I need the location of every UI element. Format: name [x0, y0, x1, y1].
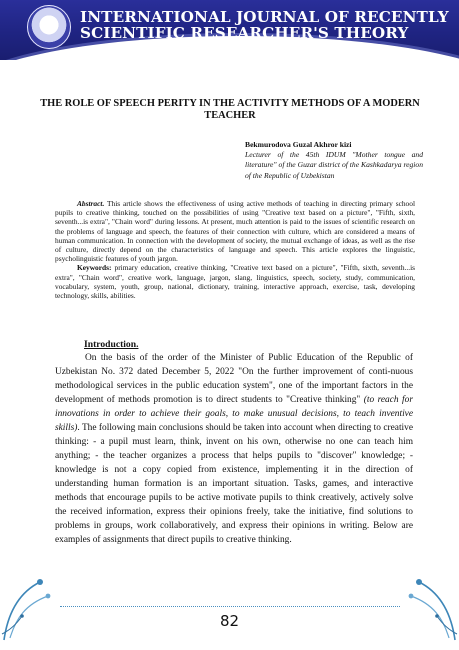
keywords-paragraph	[55, 263, 415, 300]
body-text-italic: (to reach for innovations in order to achieve their goals, to make unusual decisions, to teach inventive skills)	[55, 395, 413, 433]
corner-ornament-right	[399, 572, 459, 642]
abstract-label: Abstract.	[77, 199, 105, 208]
author-affiliation: Lecturer of the 45th IDUM "Mother tongue and literature" of the Guzar district of the Kashkadarya region of the Republic of Uzbekistan	[245, 150, 423, 180]
journal-logo-icon	[27, 5, 71, 49]
footer-divider	[60, 606, 400, 609]
keywords-label: Keywords:	[77, 263, 112, 273]
introduction-heading: Introduction.	[84, 339, 139, 350]
abstract-section	[55, 199, 415, 300]
page-number: 82	[219, 612, 240, 630]
keywords-text: primary education, creative thinking, "Creative text based on a picture", "Fifth, sixth, seventh...is extra", "Chain word", creative work, language, jargon, slang, linguistics, speech, society, study, communication, vocabulary, system, youth, group, national, dictionary, training, interactive approach, exercise, task, developing technology, skills, abilities.	[55, 263, 415, 301]
body-paragraph	[55, 351, 413, 547]
author-block	[245, 140, 423, 181]
author-name: Bekmurodova Guzal Akhror kizi	[245, 140, 352, 149]
journal-title	[80, 9, 450, 41]
paper-title: THE ROLE OF SPEECH PERITY IN THE ACTIVITY METHODS OF A MODERN TEACHER	[40, 98, 420, 121]
body-text-part1: On the basis of the order of the Minister of Public Education of the Republic of Uzbekistan No. 372 dated December 5, 2022 "On the further improvement of conti-nuous methodological services in the public education system", one of the important factors in the development of methods promotion is to direct students to "Creative thinking"	[55, 353, 413, 405]
corner-ornament-left	[0, 572, 60, 642]
abstract-text: This article shows the effectiveness of using active methods of teaching in directing primary school pupils to creative thinking, touched on the possibilities of using "Creative text based on a picture", "Fifth, sixth, seventh...is extra", "Chain word" during lessons. At present, much attention is paid to the issues of scientific research on the problems of language and speech, the features of their connection with culture, which are considered a means of human communication. In connection with the development of society, the mutual exchange of ideas, as well as the rise of culture, directly depend on the characteristics of language and speech. This article explores the linguistic, psycholinguistic features of youth jargon.	[55, 199, 415, 264]
body-text-part2: . The following main conclusions should be taken into account when directing to creative thinking: - a pupil must learn, think, invent on his own, otherwise no one can teach him anything; - the teacher organizes a process that helps pupils to "discover" knowledge; - knowledge is not a copy copied from existence, implementing it in the direction of understanding human formation is an important situation. Tasks, games, and interactive methods that encourage pupils to be active motivate pupils to think creatively, actively solve the received information, express their opinions freely, take the initiative, find solutions to problems in groups, work collaboratively, and express their opinions in writing. Below are examples of assignments that direct pupils to creative thinking.	[55, 423, 413, 545]
abstract-paragraph	[55, 199, 415, 263]
journal-title-line1: INTERNATIONAL JOURNAL OF RECENTLY	[80, 8, 449, 26]
journal-banner	[0, 0, 459, 60]
journal-title-line2: SCIENTIFIC RESEARCHER'S THEORY	[80, 24, 409, 42]
introduction-body	[55, 351, 413, 547]
